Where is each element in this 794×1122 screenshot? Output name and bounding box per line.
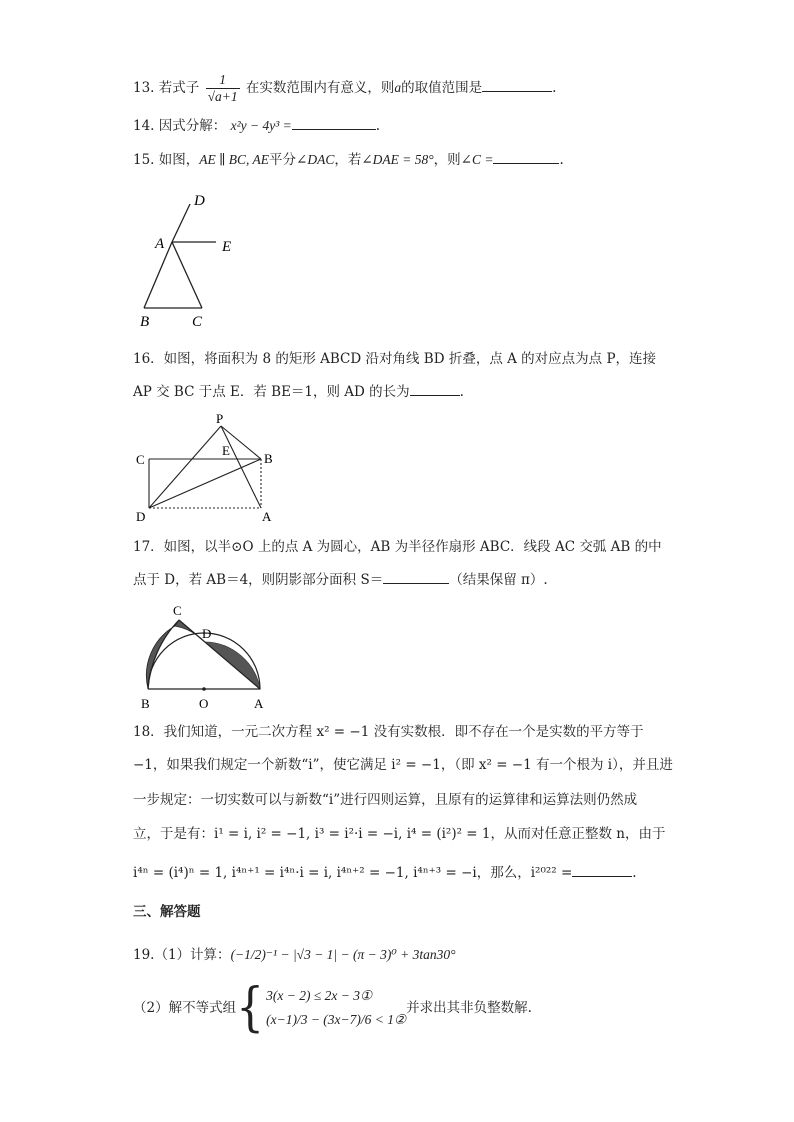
question-15: 15. 如图，AE ∥ BC, AE平分∠DAC，若∠DAE = 58°，则∠C = . xyxy=(133,149,564,170)
label-O: O xyxy=(199,696,209,711)
question-13: 13. 若式子 $\frac{1}{√a+1}$ 在实数范围内有意义，则a的取值范围是 . xyxy=(133,72,557,104)
question-19-part1: 19.（1）计算：(−1/2)⁻¹ − |√3 − 1| − (π − 3)⁰ + 3tan30° xyxy=(133,947,456,963)
section-title: 三、解答题 xyxy=(133,904,201,920)
ray-AD xyxy=(172,204,190,242)
figure-15 xyxy=(130,188,250,333)
label-C: C xyxy=(192,314,203,330)
label-D: D xyxy=(136,509,146,524)
question-18-line2: −1，如果我们规定一个新数“i”，使它满足 i² = −1，（即 x² = −1 有一个根为 i），并且进 xyxy=(133,757,673,773)
figure-17 xyxy=(133,598,273,713)
answer-blank[interactable] xyxy=(572,862,632,877)
label-B: B xyxy=(141,696,150,711)
segment-PA xyxy=(221,426,261,508)
segment-DB xyxy=(149,459,261,508)
question-17-line1: 17．如图，以半⊙O 上的点 A 为圆心，AB 为半径作扇形 ABC．线段 AC 交弧 AB 的中 xyxy=(133,539,662,555)
label-A: A xyxy=(254,696,264,711)
shaded-region-left xyxy=(146,620,179,689)
answer-blank[interactable] xyxy=(493,149,559,164)
label-C: C xyxy=(173,603,182,618)
label-P: P xyxy=(216,411,224,426)
label-E: E xyxy=(222,239,232,255)
segment-AC xyxy=(172,242,202,308)
point-O xyxy=(202,687,206,691)
figure-16 xyxy=(133,410,273,525)
label-A: A xyxy=(155,236,165,252)
label-E: E xyxy=(222,443,230,458)
answer-blank[interactable] xyxy=(482,77,552,92)
question-16-line2: AP 交 BC 于点 E．若 BE＝1，则 AD 的长为 . xyxy=(133,381,464,402)
answer-blank[interactable] xyxy=(383,569,449,584)
segment-DP xyxy=(149,426,221,508)
brace: { xyxy=(236,976,265,1038)
question-14: 14. 因式分解： x²y − 4y³ = . xyxy=(133,115,380,136)
label-B: B xyxy=(140,314,150,330)
answer-blank[interactable] xyxy=(410,381,460,396)
fraction: $\frac{1}{√a+1}$ xyxy=(207,72,238,104)
label-D: D xyxy=(194,193,205,209)
question-18-line5: i⁴ⁿ = (i⁴)ⁿ = 1, i⁴ⁿ⁺¹ = i⁴ⁿ·i = i, i⁴ⁿ⁺² = −1, i⁴ⁿ⁺³ = −i，那么，i²⁰²² = . xyxy=(133,862,637,883)
question-18-line1: 18．我们知道，一元二次方程 x² = −1 没有实数根．即不存在一个是实数的平方等于 xyxy=(133,724,644,740)
answer-blank[interactable] xyxy=(292,115,376,130)
question-16-line1: 16．如图，将面积为 8 的矩形 ABCD 沿对角线 BD 折叠，点 A 的对应点为点 P，连接 xyxy=(133,351,657,367)
label-D: D xyxy=(202,626,212,641)
question-17-line2: 点于 D，若 AB＝4，则阴影部分面积 S＝ （结果保留 π）. xyxy=(133,569,548,590)
question-18-line4: 立，于是有：i¹ = i, i² = −1, i³ = i²·i = −i, i⁴ = (i²)² = 1，从而对任意正整数 n，由于 xyxy=(133,826,666,842)
label-A: A xyxy=(262,509,272,524)
inequality-system: 3(x − 2) ≤ 2x − 3① (x−1)/3 − (3x−7)/6 < 1② xyxy=(266,988,407,1027)
label-B: B xyxy=(264,451,273,466)
label-C: C xyxy=(136,452,145,467)
question-18-line3: 一步规定：一切实数可以与新数“i”进行四则运算，且原有的运算律和运算法则仍然成 xyxy=(133,792,638,808)
question-19-part2: （2）解不等式组{ 3(x − 2) ≤ 2x − 3① (x−1)/3 − (3x−7)/6 < 1② 并求出其非负整数解. xyxy=(133,976,532,1038)
